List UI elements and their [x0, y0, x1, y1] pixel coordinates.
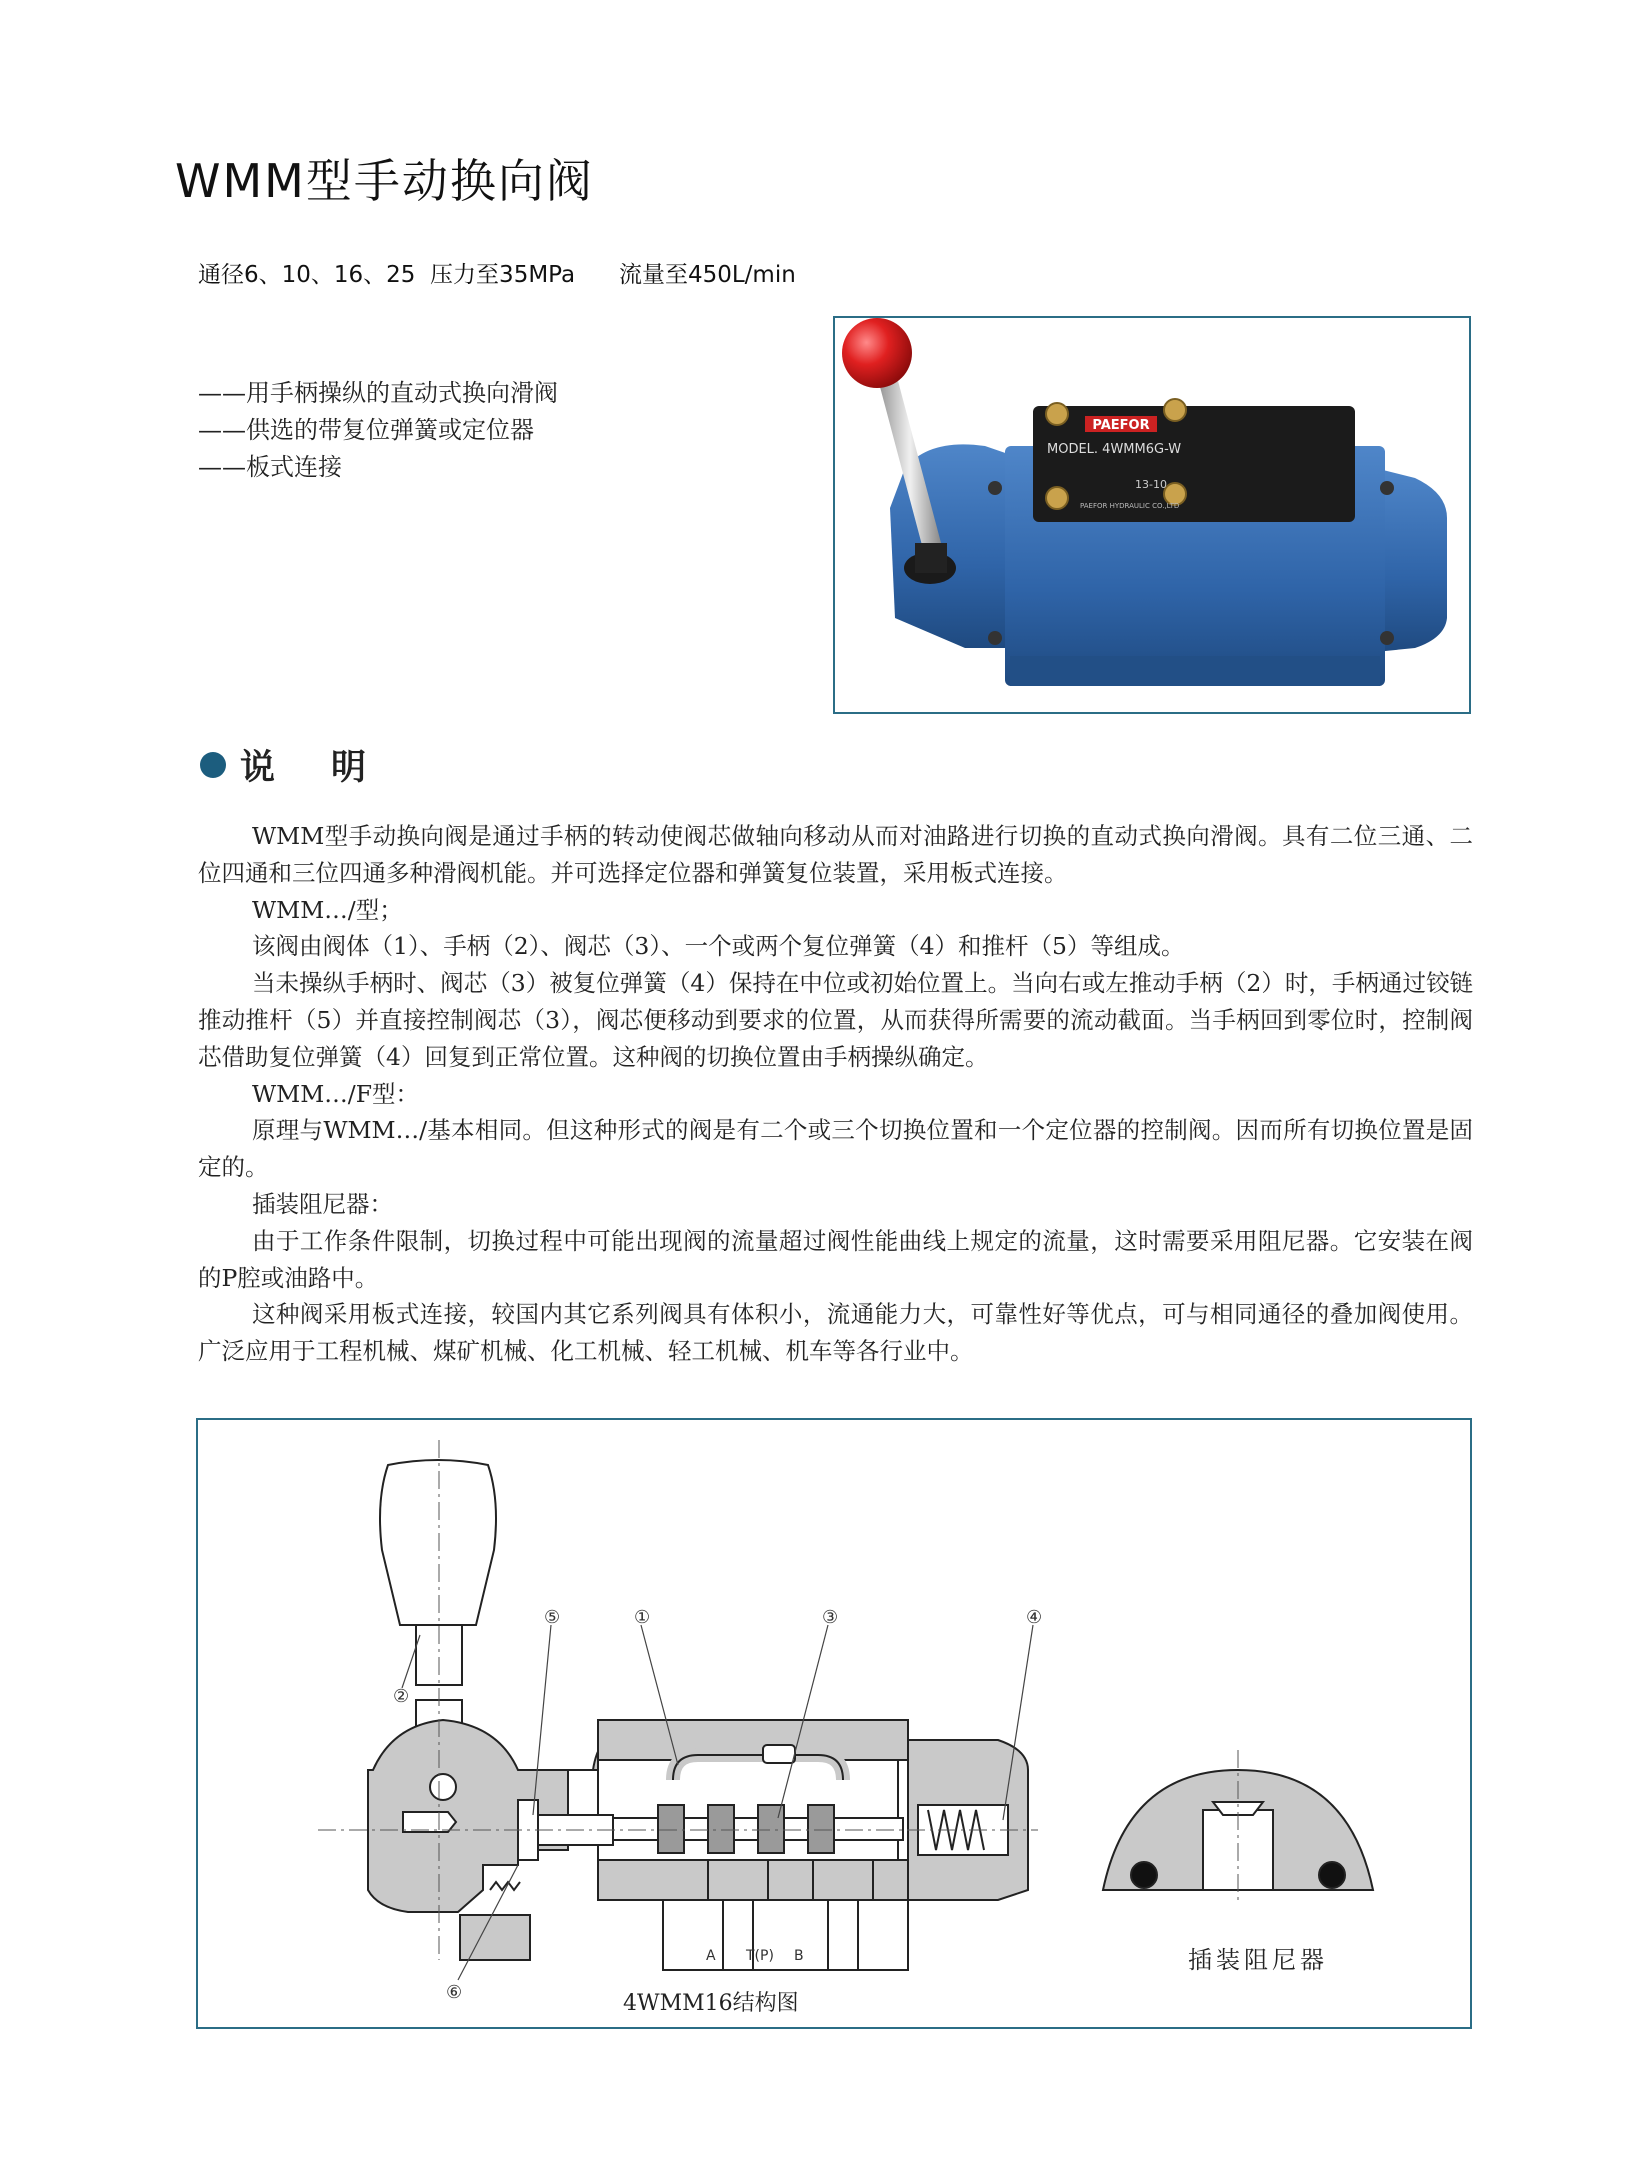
product-photo: [833, 316, 1471, 714]
feature-item: ——用手柄操纵的直动式换向滑阀: [198, 379, 558, 407]
section-heading: [200, 740, 422, 790]
paragraph: 这种阀采用板式连接，较国内其它系列阀具有体积小，流通能力大，可靠性好等优点，可与相同通径的叠加阀使用。广泛应用于工程机械、煤矿机械、化工机械、轻工机械、机车等各行业中。: [198, 1300, 1473, 1366]
port-tp: T(P): [746, 1948, 774, 1964]
damper-caption: 插装阻尼器: [1188, 1946, 1328, 1974]
sectional-drawing: [198, 1420, 1470, 2027]
paragraph: 由于工作条件限制，切换过程中可能出现阀的流量超过阀性能曲线上规定的流量，这时需要采用阻尼器。它安装在阀的P腔或油路中。: [198, 1226, 1473, 1292]
callout-5: ⑤: [544, 1607, 561, 1628]
knob: [842, 318, 912, 388]
code-label: 13-10: [1135, 478, 1167, 491]
callout-6: ⑥: [446, 1982, 463, 2003]
section-title: 说明: [240, 748, 423, 788]
paragraph: WMM型手动换向阀是通过手柄的转动使阀芯做轴向移动从而对油路进行切换的直动式换向滑阀。具有二位三通、二位四通和三位四通多种滑阀机能。并可选择定位器和弹簧复位装置，采用板式连接。: [198, 822, 1473, 887]
paragraph: WMM…/型；: [252, 895, 403, 924]
diagram-caption: 4WMM16结构图: [623, 1991, 799, 2016]
structure-diagram: [196, 1418, 1472, 2029]
callout-4: ④: [1026, 1607, 1043, 1628]
callout-2: ②: [393, 1686, 410, 1707]
paragraph: WMM…/F型：: [252, 1079, 420, 1108]
valve-illustration: [835, 318, 1469, 712]
feature-item: ——供选的带复位弹簧或定位器: [198, 416, 534, 444]
end-cap: [1375, 468, 1447, 652]
port-a: A: [706, 1948, 716, 1964]
paragraph: 插装阻尼器：: [252, 1189, 393, 1218]
port-b: B: [794, 1948, 804, 1964]
callout-3: ③: [822, 1607, 839, 1628]
page-title: WMM型手动换向阀: [175, 154, 594, 208]
description: [198, 818, 1473, 1370]
spec-line: 通径6、10、16、25 压力至35MPa 流量至450L/min: [198, 262, 796, 288]
paragraph: 当未操纵手柄时、阀芯（3）被复位弹簧（4）保持在中位或初始位置上。当向右或左推动手柄（2）时，手柄通过铰链推动推杆（5）并直接控制阀芯（3），阀芯便移动到要求的位置，从而获得所需要的流动截面。当手柄回到零位时，控制阀芯借助复位弹簧（4）回复到正常位置。这种阀的切换位置由手柄操纵确定。: [198, 969, 1473, 1071]
paragraph: 该阀由阀体（1）、手柄（2）、阀芯（3）、一个或两个复位弹簧（4）和推杆（5）等组成。: [252, 932, 1185, 961]
model-label: MODEL. 4WMM6G-W: [1047, 442, 1182, 457]
bullet-icon: [200, 752, 226, 778]
brand-label: PAEFOR: [1092, 418, 1150, 433]
feature-list: [198, 375, 558, 486]
company-label: PAEFOR HYDRAULIC CO.,LTD: [1080, 502, 1180, 510]
feature-item: ——板式连接: [198, 453, 342, 481]
paragraph: 原理与WMM…/基本相同。但这种形式的阀是有二个或三个切换位置和一个定位器的控制阀。因而所有切换位置是固定的。: [198, 1116, 1473, 1182]
callout-1: ①: [634, 1607, 651, 1628]
